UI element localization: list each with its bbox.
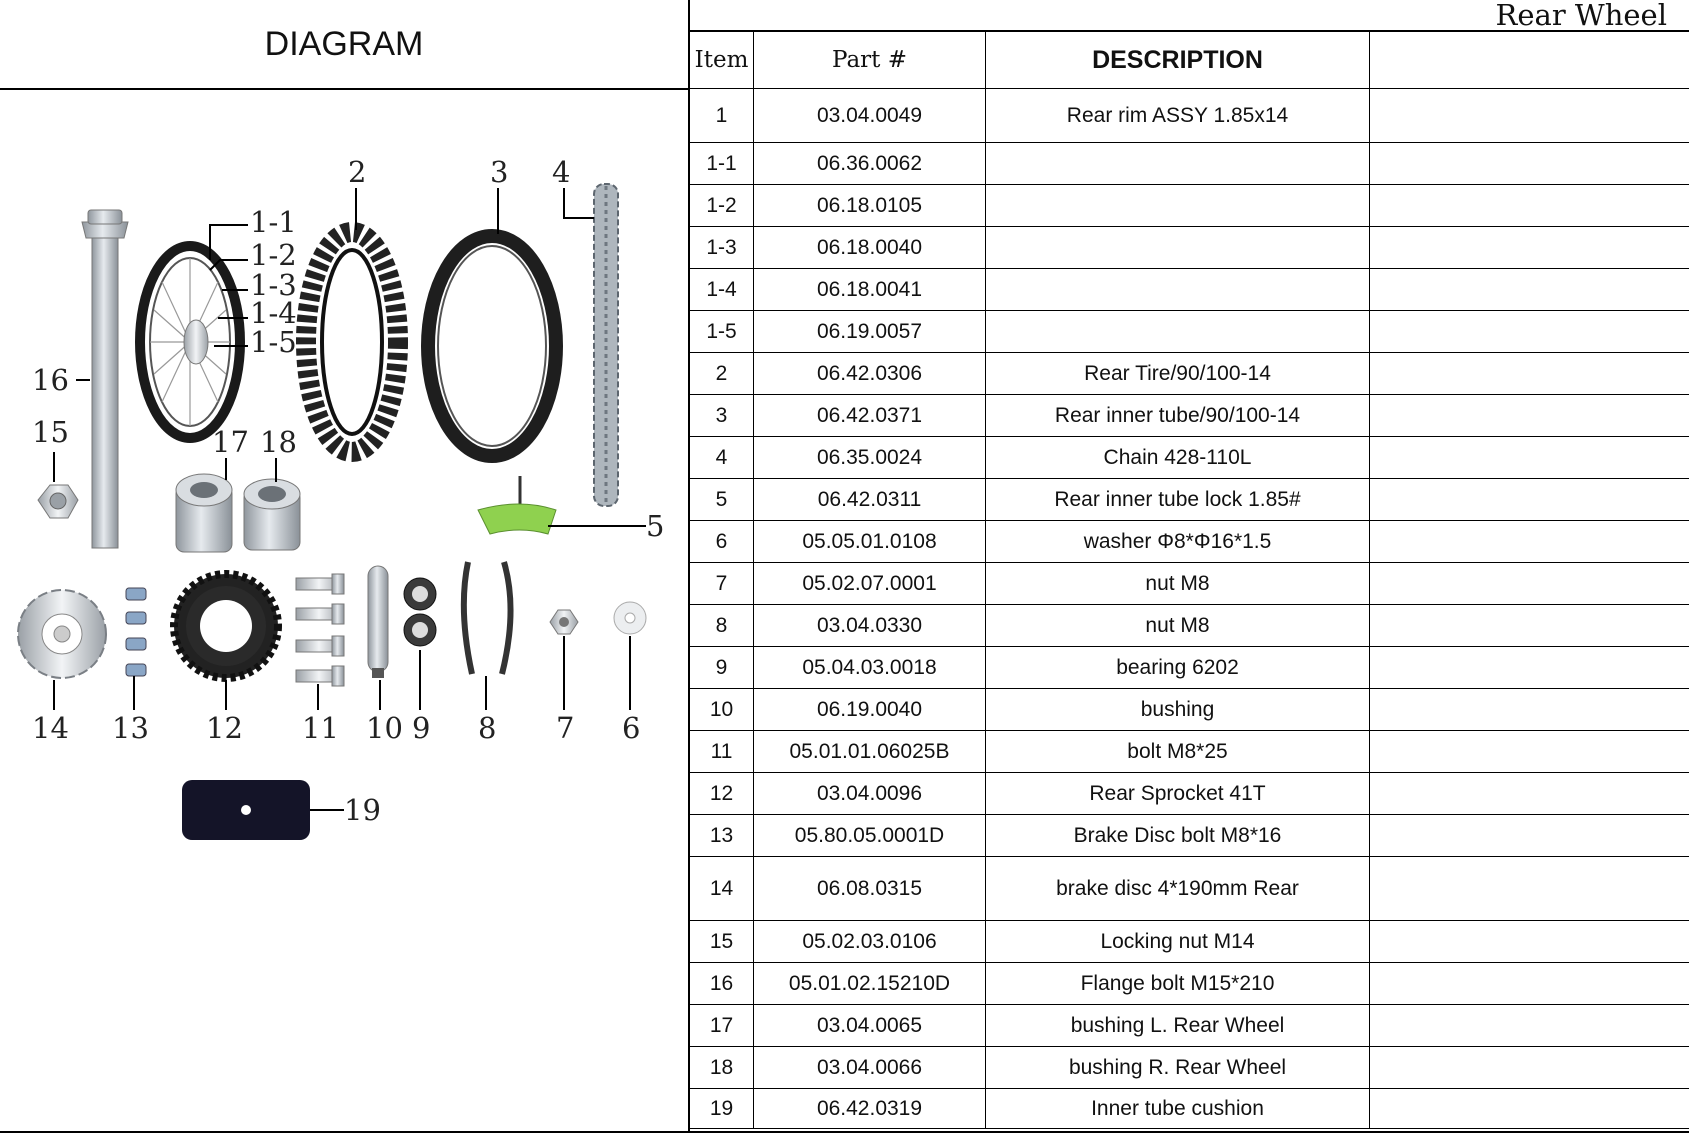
- callout-1-2: 1-2: [250, 238, 297, 272]
- item-cell: 10: [690, 689, 754, 731]
- section-title: Rear Wheel: [1495, 0, 1667, 32]
- blank-cell: [1370, 185, 1689, 227]
- item-cell: 17: [690, 1005, 754, 1047]
- blank-cell: [1370, 605, 1689, 647]
- locking-nut-part: [38, 485, 78, 518]
- blank-cell: [1370, 437, 1689, 479]
- part-number-cell: 06.35.0024: [754, 437, 986, 479]
- part-number-cell: 06.18.0105: [754, 185, 986, 227]
- table-row: [690, 269, 1689, 311]
- part-number-cell: 05.05.01.0108: [754, 521, 986, 563]
- table-row: [690, 731, 1689, 773]
- item-cell: 1-4: [690, 269, 754, 311]
- blank-cell: [1370, 227, 1689, 269]
- description-cell: [986, 311, 1370, 353]
- blank-cell: [1370, 921, 1689, 963]
- brake-disc-part: [18, 590, 106, 678]
- blank-cell: [1370, 815, 1689, 857]
- description-cell: bushing: [986, 689, 1370, 731]
- description-cell: bolt M8*25: [986, 731, 1370, 773]
- part-number-cell: 06.42.0319: [754, 1089, 986, 1129]
- table-row: [690, 1005, 1689, 1047]
- exploded-parts-diagram: [0, 90, 688, 1130]
- item-cell: 8: [690, 605, 754, 647]
- item-cell: 16: [690, 963, 754, 1005]
- item-cell: 6: [690, 521, 754, 563]
- callout-11: 11: [302, 711, 339, 745]
- bottom-border: [0, 1131, 1689, 1133]
- inner-tube-cushion-part: [182, 780, 310, 840]
- description-cell: bearing 6202: [986, 647, 1370, 689]
- blank-cell: [1370, 731, 1689, 773]
- part-number-cell: 05.01.01.06025B: [754, 731, 986, 773]
- table-row: [690, 1047, 1689, 1089]
- blank-cell: [1370, 311, 1689, 353]
- callout-10: 10: [366, 711, 403, 745]
- header-description: DESCRIPTION: [986, 32, 1370, 89]
- diagram-title: DIAGRAM: [264, 24, 424, 63]
- part-number-cell: 06.42.0371: [754, 395, 986, 437]
- description-cell: [986, 269, 1370, 311]
- callout-6: 6: [622, 711, 641, 745]
- blank-cell: [1370, 563, 1689, 605]
- item-cell: 2: [690, 353, 754, 395]
- blank-cell: [1370, 479, 1689, 521]
- blank-cell: [1370, 395, 1689, 437]
- description-cell: nut M8: [986, 605, 1370, 647]
- callout-5: 5: [646, 509, 665, 543]
- part-number-cell: 05.80.05.0001D: [754, 815, 986, 857]
- callout-1-4: 1-4: [250, 296, 297, 330]
- inner-tube-part: [428, 236, 556, 456]
- chain-part: [594, 184, 618, 506]
- table-row: [690, 963, 1689, 1005]
- table-row: [690, 773, 1689, 815]
- part-number-cell: 03.04.0330: [754, 605, 986, 647]
- item-cell: 1: [690, 89, 754, 143]
- table-row: [690, 353, 1689, 395]
- callout-14: 14: [32, 711, 69, 745]
- table-row: [690, 395, 1689, 437]
- table-row: [690, 311, 1689, 353]
- header-item: Item: [690, 32, 754, 89]
- blank-cell: [1370, 1089, 1689, 1129]
- item-cell: 5: [690, 479, 754, 521]
- callout-2: 2: [348, 155, 367, 189]
- part-number-cell: 03.04.0065: [754, 1005, 986, 1047]
- description-cell: bushing L. Rear Wheel: [986, 1005, 1370, 1047]
- bolts-part: [296, 574, 344, 686]
- disc-bolts-part: [126, 588, 146, 676]
- part-number-cell: 05.04.03.0018: [754, 647, 986, 689]
- nut-part: [550, 610, 578, 634]
- table-row: [690, 605, 1689, 647]
- table-row: [690, 1089, 1689, 1129]
- description-cell: [986, 143, 1370, 185]
- description-cell: Rear rim ASSY 1.85x14: [986, 89, 1370, 143]
- callout-7: 7: [556, 711, 575, 745]
- blank-cell: [1370, 689, 1689, 731]
- bushing-left-part: [176, 474, 232, 552]
- sprocket-part: [174, 574, 278, 678]
- description-cell: [986, 227, 1370, 269]
- item-cell: 15: [690, 921, 754, 963]
- item-cell: 12: [690, 773, 754, 815]
- part-number-cell: 03.04.0049: [754, 89, 986, 143]
- part-number-cell: 06.19.0040: [754, 689, 986, 731]
- callout-19: 19: [344, 793, 381, 827]
- part-number-cell: 06.42.0306: [754, 353, 986, 395]
- blank-cell: [1370, 269, 1689, 311]
- table-row: [690, 143, 1689, 185]
- blank-cell: [1370, 1047, 1689, 1089]
- description-cell: brake disc 4*190mm Rear: [986, 857, 1370, 921]
- callout-17: 17: [212, 425, 249, 459]
- part-number-cell: 05.02.07.0001: [754, 563, 986, 605]
- table-row: [690, 437, 1689, 479]
- table-row: [690, 479, 1689, 521]
- callout-4: 4: [552, 155, 571, 189]
- description-cell: Rear inner tube/90/100-14: [986, 395, 1370, 437]
- callout-16: 16: [32, 363, 69, 397]
- part-number-cell: 06.18.0040: [754, 227, 986, 269]
- description-cell: nut M8: [986, 563, 1370, 605]
- table-row: [690, 647, 1689, 689]
- callout-15: 15: [32, 415, 69, 449]
- part-number-cell: 06.18.0041: [754, 269, 986, 311]
- bearings-part: [404, 578, 436, 646]
- part-number-cell: 06.42.0311: [754, 479, 986, 521]
- item-cell: 1-3: [690, 227, 754, 269]
- tire-part: [306, 232, 398, 452]
- table-row: [690, 521, 1689, 563]
- item-cell: 1-5: [690, 311, 754, 353]
- item-cell: 11: [690, 731, 754, 773]
- part-number-cell: 06.19.0057: [754, 311, 986, 353]
- blank-cell: [1370, 963, 1689, 1005]
- table-row: [690, 563, 1689, 605]
- callout-13: 13: [112, 711, 149, 745]
- table-row: [690, 857, 1689, 921]
- part-number-cell: 03.04.0096: [754, 773, 986, 815]
- item-cell: 13: [690, 815, 754, 857]
- item-cell: 7: [690, 563, 754, 605]
- table-row: [690, 921, 1689, 963]
- item-cell: 9: [690, 647, 754, 689]
- bushing-right-part: [244, 479, 300, 550]
- item-cell: 18: [690, 1047, 754, 1089]
- part-number-cell: 06.36.0062: [754, 143, 986, 185]
- bushing-pin-part: [368, 566, 388, 678]
- table-header-row: [690, 32, 1689, 89]
- table-row: [690, 689, 1689, 731]
- description-cell: washer Φ8*Φ16*1.5: [986, 521, 1370, 563]
- description-cell: Rear inner tube lock 1.85#: [986, 479, 1370, 521]
- part-number-cell: 06.08.0315: [754, 857, 986, 921]
- part-number-cell: 05.01.02.15210D: [754, 963, 986, 1005]
- callout-8: 8: [478, 711, 497, 745]
- description-cell: Flange bolt M15*210: [986, 963, 1370, 1005]
- header-part-number: Part #: [754, 32, 986, 89]
- callout-9: 9: [412, 711, 431, 745]
- table-row: [690, 185, 1689, 227]
- blank-cell: [1370, 857, 1689, 921]
- part-number-cell: 05.02.03.0106: [754, 921, 986, 963]
- header-blank: [1370, 32, 1689, 89]
- parts-table: [689, 31, 1689, 1129]
- part-number-cell: 03.04.0066: [754, 1047, 986, 1089]
- spacer-plates-part: [464, 562, 511, 674]
- table-row: [690, 227, 1689, 269]
- description-cell: Chain 428-110L: [986, 437, 1370, 479]
- item-cell: 3: [690, 395, 754, 437]
- rim-assembly-part: [140, 246, 240, 438]
- blank-cell: [1370, 647, 1689, 689]
- blank-cell: [1370, 521, 1689, 563]
- callout-1-3: 1-3: [250, 268, 297, 302]
- table-row: [690, 815, 1689, 857]
- blank-cell: [1370, 353, 1689, 395]
- callout-18: 18: [260, 425, 297, 459]
- tube-lock-part: [478, 476, 556, 534]
- blank-cell: [1370, 1005, 1689, 1047]
- callout-1-1: 1-1: [250, 205, 297, 239]
- description-cell: Rear Sprocket 41T: [986, 773, 1370, 815]
- description-cell: Inner tube cushion: [986, 1089, 1370, 1129]
- item-cell: 19: [690, 1089, 754, 1129]
- callout-3: 3: [490, 155, 509, 189]
- blank-cell: [1370, 773, 1689, 815]
- description-cell: bushing R. Rear Wheel: [986, 1047, 1370, 1089]
- item-cell: 1-1: [690, 143, 754, 185]
- callout-12: 12: [206, 711, 243, 745]
- table-row: [690, 89, 1689, 143]
- item-cell: 1-2: [690, 185, 754, 227]
- callout-1-5: 1-5: [250, 325, 297, 359]
- item-cell: 14: [690, 857, 754, 921]
- description-cell: Brake Disc bolt M8*16: [986, 815, 1370, 857]
- description-cell: [986, 185, 1370, 227]
- description-cell: Locking nut M14: [986, 921, 1370, 963]
- description-cell: Rear Tire/90/100-14: [986, 353, 1370, 395]
- blank-cell: [1370, 89, 1689, 143]
- item-cell: 4: [690, 437, 754, 479]
- washer-part: [614, 602, 646, 634]
- blank-cell: [1370, 143, 1689, 185]
